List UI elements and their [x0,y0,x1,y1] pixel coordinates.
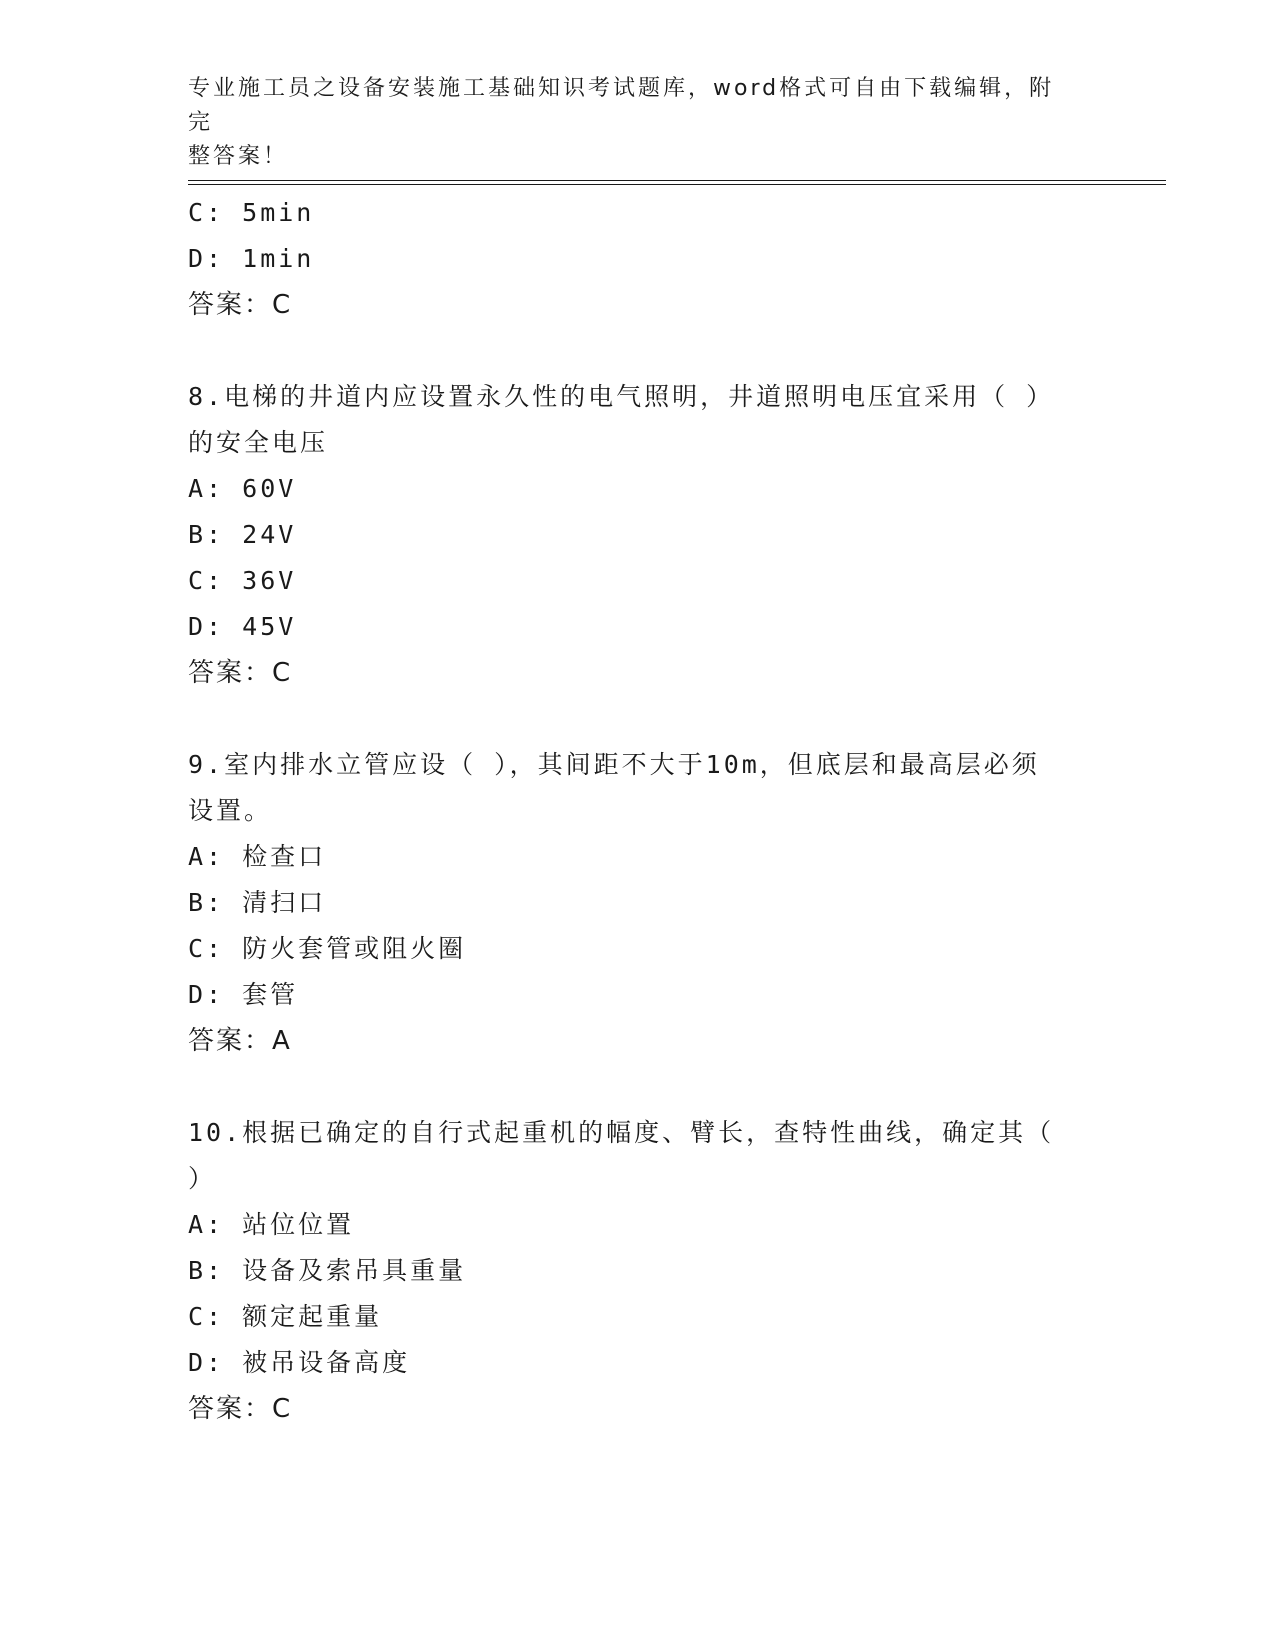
question-stem: 9.室内排水立管应设（ ），其间距不大于10m，但底层和最高层必须 [188,750,1040,779]
answer-label: 答案：C [188,1394,293,1424]
option-a: A: 60V [188,474,297,503]
spacer [188,696,1088,742]
option-d: D: 套管 [188,980,299,1009]
header-title-line-2: 整答案！ [188,144,289,169]
question-block-prev [188,190,1088,328]
question-stem-continued: ） [188,1164,217,1193]
spacer [188,1064,1088,1110]
answer-label: 答案：A [188,1026,292,1056]
answer-label: 答案：C [188,290,293,320]
question-list [188,190,1088,1432]
option-b: B: 设备及索吊具重量 [188,1256,467,1285]
header-divider-top [188,180,1166,181]
header-title-line-1: 专业施工员之设备安装施工基础知识考试题库，word格式可自由下载编辑，附完 [188,76,1055,135]
option-d: D: 1min [188,244,315,273]
option-d: D: 45V [188,612,297,641]
option-a: A: 检查口 [188,842,327,871]
header-divider-bottom [188,184,1166,185]
page-header [188,72,1068,174]
question-stem-continued: 的安全电压 [188,428,329,457]
question-stem: 8.电梯的井道内应设置永久性的电气照明，井道照明电压宜采用（ ） [188,382,1055,411]
option-b: B: 24V [188,520,297,549]
question-stem-continued: 设置。 [188,796,273,825]
option-b: B: 清扫口 [188,888,327,917]
question-block-9 [188,742,1088,1064]
question-block-10 [188,1110,1088,1432]
question-stem: 10.根据已确定的自行式起重机的幅度、臂长，查特性曲线，确定其（ [188,1118,1055,1147]
option-c: C: 5min [188,198,315,227]
answer-label: 答案：C [188,658,293,688]
option-a: A: 站位位置 [188,1210,355,1239]
option-c: C: 36V [188,566,297,595]
question-block-8 [188,374,1088,696]
option-c: C: 防火套管或阻火圈 [188,934,467,963]
spacer [188,328,1088,374]
option-d: D: 被吊设备高度 [188,1348,411,1377]
option-c: C: 额定起重量 [188,1302,383,1331]
